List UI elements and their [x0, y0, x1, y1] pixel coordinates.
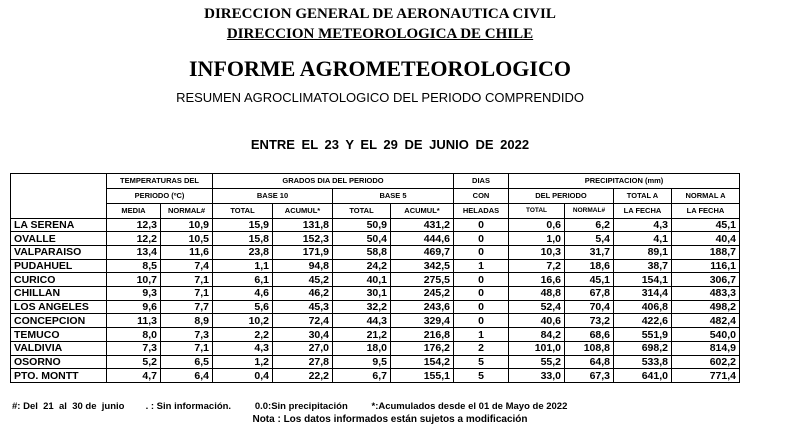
report-title: INFORME AGROMETEOROLOGICO	[189, 56, 571, 81]
table-cell: 131,8	[273, 218, 333, 232]
station-rows	[11, 218, 740, 382]
table-cell: 10,2	[213, 314, 273, 328]
total-lafecha-header: LA FECHA	[614, 203, 672, 218]
table-cell: 1,2	[213, 355, 273, 369]
station-name: CURICO	[11, 273, 107, 287]
table-cell: 7,2	[509, 259, 565, 273]
table-cell: 24,2	[333, 259, 391, 273]
table-cell: 45,2	[273, 273, 333, 287]
table-cell: 10,5	[161, 232, 213, 246]
normal-temp-header: NORMAL#	[161, 203, 213, 218]
table-cell: 33,0	[509, 369, 565, 383]
table-cell: 533,8	[614, 355, 672, 369]
media-header: MEDIA	[107, 203, 161, 218]
table-cell: 6,7	[333, 369, 391, 383]
table-cell: 7,1	[161, 273, 213, 287]
organization-name: DIRECCION GENERAL DE AERONAUTICA CIVIL	[204, 6, 556, 22]
table-cell: 68,6	[565, 328, 614, 342]
normal-to-date-header: NORMAL A	[672, 188, 740, 203]
table-cell: 15,9	[213, 218, 273, 232]
table-cell: 23,8	[213, 246, 273, 260]
frost-con-header: CON	[454, 188, 509, 203]
table-cell: 12,2	[107, 232, 161, 246]
table-cell: 482,4	[672, 314, 740, 328]
table-cell: 6,2	[565, 218, 614, 232]
table-cell: 13,4	[107, 246, 161, 260]
table-cell: 31,7	[565, 246, 614, 260]
station-name: OVALLE	[11, 232, 107, 246]
precip-normal-header: NORMAL#	[565, 203, 614, 218]
department-name: DIRECCION METEOROLOGICA DE CHILE	[226, 26, 534, 42]
table-cell: 155,1	[391, 369, 454, 383]
table-cell: 101,0	[509, 341, 565, 355]
table-cell: 6,4	[161, 369, 213, 383]
table-cell: 498,2	[672, 300, 740, 314]
table-cell: 152,3	[273, 232, 333, 246]
table-cell: 10,7	[107, 273, 161, 287]
normal-lafecha-header: LA FECHA	[672, 203, 740, 218]
table-cell: 0	[454, 218, 509, 232]
agrometeorological-table	[10, 173, 740, 383]
table-cell: 9,3	[107, 287, 161, 301]
table-cell: 243,6	[391, 300, 454, 314]
table-cell: 10,3	[509, 246, 565, 260]
table-cell: 94,8	[273, 259, 333, 273]
table-row	[11, 328, 740, 342]
header-row-2	[11, 188, 740, 203]
frost-days-header: DIAS	[454, 174, 509, 189]
table-cell: 7,1	[161, 287, 213, 301]
footer-note: Nota : Los datos informados están sujetos a modificación	[252, 414, 528, 425]
table-cell: 5,4	[565, 232, 614, 246]
table-cell: 7,4	[161, 259, 213, 273]
table-cell: 45,1	[565, 273, 614, 287]
table-cell: 84,2	[509, 328, 565, 342]
base10-acum-header: ACUMUL*	[273, 203, 333, 218]
table-cell: 52,4	[509, 300, 565, 314]
station-name: PTO. MONTT	[11, 369, 107, 383]
table-cell: 70,4	[565, 300, 614, 314]
base5-total-header: TOTAL	[333, 203, 391, 218]
table-cell: 73,2	[565, 314, 614, 328]
table-cell: 18,6	[565, 259, 614, 273]
table-cell: 551,9	[614, 328, 672, 342]
station-name: VALDIVIA	[11, 341, 107, 355]
table-cell: 176,2	[391, 341, 454, 355]
table-cell: 30,4	[273, 328, 333, 342]
degree-days-header: GRADOS DIA DEL PERIODO	[213, 174, 454, 189]
table-cell: 2,2	[213, 328, 273, 342]
table-cell: 45,1	[672, 218, 740, 232]
station-name: CHILLAN	[11, 287, 107, 301]
table-cell: 7,3	[107, 341, 161, 355]
table-cell: 6,1	[213, 273, 273, 287]
table-cell: 0,6	[509, 218, 565, 232]
table-cell: 540,0	[672, 328, 740, 342]
table-row	[11, 259, 740, 273]
table-cell: 116,1	[672, 259, 740, 273]
table-row	[11, 355, 740, 369]
table-cell: 8,5	[107, 259, 161, 273]
table-cell: 58,8	[333, 246, 391, 260]
table-cell: 314,4	[614, 287, 672, 301]
table-cell: 641,0	[614, 369, 672, 383]
table-cell: 46,2	[273, 287, 333, 301]
table-cell: 602,2	[672, 355, 740, 369]
table-cell: 0	[454, 273, 509, 287]
station-name: LOS ANGELES	[11, 300, 107, 314]
table-cell: 11,3	[107, 314, 161, 328]
table-cell: 8,9	[161, 314, 213, 328]
table-cell: 40,1	[333, 273, 391, 287]
table-cell: 431,2	[391, 218, 454, 232]
table-cell: 698,2	[614, 341, 672, 355]
table-cell: 11,6	[161, 246, 213, 260]
table-cell: 0	[454, 287, 509, 301]
table-cell: 171,9	[273, 246, 333, 260]
table-cell: 154,2	[391, 355, 454, 369]
table-cell: 108,8	[565, 341, 614, 355]
station-name: LA SERENA	[11, 218, 107, 232]
station-header-cell	[11, 174, 107, 219]
table-cell: 0	[454, 232, 509, 246]
table-cell: 8,0	[107, 328, 161, 342]
table-cell: 469,7	[391, 246, 454, 260]
temp-period-header: PERIODO (ºC)	[107, 188, 213, 203]
table-cell: 32,2	[333, 300, 391, 314]
base10-header: BASE 10	[213, 188, 333, 203]
table-cell: 216,8	[391, 328, 454, 342]
table-cell: 342,5	[391, 259, 454, 273]
table-cell: 444,6	[391, 232, 454, 246]
table-cell: 7,7	[161, 300, 213, 314]
table-row	[11, 232, 740, 246]
temp-header: TEMPERATURAS DEL	[107, 174, 213, 189]
table-cell: 64,8	[565, 355, 614, 369]
header-row-3	[11, 203, 740, 218]
table-cell: 38,7	[614, 259, 672, 273]
table-row	[11, 369, 740, 383]
table-cell: 814,9	[672, 341, 740, 355]
heladas-header: HELADAS	[454, 203, 509, 218]
table-cell: 329,4	[391, 314, 454, 328]
table-cell: 22,2	[273, 369, 333, 383]
table-cell: 27,0	[273, 341, 333, 355]
base5-header: BASE 5	[333, 188, 454, 203]
header-row-1	[11, 174, 740, 189]
table-cell: 50,4	[333, 232, 391, 246]
table-cell: 4,1	[614, 232, 672, 246]
table-cell: 406,8	[614, 300, 672, 314]
table-row	[11, 300, 740, 314]
table-row	[11, 273, 740, 287]
table-row	[11, 341, 740, 355]
table-cell: 40,4	[672, 232, 740, 246]
table-cell: 422,6	[614, 314, 672, 328]
table-cell: 9,5	[333, 355, 391, 369]
table-cell: 72,4	[273, 314, 333, 328]
table-cell: 771,4	[672, 369, 740, 383]
table-cell: 1,1	[213, 259, 273, 273]
base5-acum-header: ACUMUL*	[391, 203, 454, 218]
table-cell: 5	[454, 355, 509, 369]
table-cell: 1,0	[509, 232, 565, 246]
station-name: OSORNO	[11, 355, 107, 369]
table-cell: 154,1	[614, 273, 672, 287]
total-to-date-header: TOTAL A	[614, 188, 672, 203]
table-cell: 4,7	[107, 369, 161, 383]
table-cell: 306,7	[672, 273, 740, 287]
table-cell: 5	[454, 369, 509, 383]
table-cell: 7,1	[161, 341, 213, 355]
table-cell: 0	[454, 246, 509, 260]
table-cell: 12,3	[107, 218, 161, 232]
table-cell: 4,6	[213, 287, 273, 301]
precip-period-header: DEL PERIODO	[509, 188, 614, 203]
table-cell: 40,6	[509, 314, 565, 328]
report-subtitle: RESUMEN AGROCLIMATOLOGICO DEL PERIODO COMPRENDIDO	[176, 90, 584, 105]
station-name: VALPARAISO	[11, 246, 107, 260]
station-name: CONCEPCION	[11, 314, 107, 328]
station-name: TEMUCO	[11, 328, 107, 342]
table-cell: 55,2	[509, 355, 565, 369]
table-cell: 16,6	[509, 273, 565, 287]
table-cell: 10,9	[161, 218, 213, 232]
table-row	[11, 218, 740, 232]
table-cell: 5,6	[213, 300, 273, 314]
table-cell: 15,8	[213, 232, 273, 246]
table-cell: 48,8	[509, 287, 565, 301]
table-cell: 2	[454, 341, 509, 355]
base10-total-header: TOTAL	[213, 203, 273, 218]
table-cell: 0	[454, 314, 509, 328]
report-period: ENTRE EL 23 Y EL 29 DE JUNIO DE 2022	[250, 137, 530, 152]
table-cell: 1	[454, 259, 509, 273]
table-cell: 275,5	[391, 273, 454, 287]
table-cell: 27,8	[273, 355, 333, 369]
table-cell: 18,0	[333, 341, 391, 355]
table-cell: 5,2	[107, 355, 161, 369]
table-cell: 44,3	[333, 314, 391, 328]
table-cell: 1	[454, 328, 509, 342]
table-cell: 21,2	[333, 328, 391, 342]
table-cell: 67,3	[565, 369, 614, 383]
table-cell: 245,2	[391, 287, 454, 301]
table-cell: 30,1	[333, 287, 391, 301]
table-cell: 6,5	[161, 355, 213, 369]
table-cell: 0	[454, 300, 509, 314]
table-cell: 4,3	[213, 341, 273, 355]
table-cell: 483,3	[672, 287, 740, 301]
table-row	[11, 287, 740, 301]
table-cell: 45,3	[273, 300, 333, 314]
table-cell: 50,9	[333, 218, 391, 232]
table-cell: 67,8	[565, 287, 614, 301]
table-cell: 0,4	[213, 369, 273, 383]
precipitation-header: PRECIPITACION (mm)	[509, 174, 740, 189]
table-cell: 4,3	[614, 218, 672, 232]
table-cell: 89,1	[614, 246, 672, 260]
station-name: PUDAHUEL	[11, 259, 107, 273]
table-row	[11, 314, 740, 328]
table-cell: 7,3	[161, 328, 213, 342]
table-cell: 188,7	[672, 246, 740, 260]
precip-total-header: TOTAL	[509, 203, 565, 218]
table-cell: 9,6	[107, 300, 161, 314]
table-row	[11, 246, 740, 260]
footer-legend: #: Del 21 al 30 de junio . : Sin información. 0.0:Sin precipitación *:Acumulados desde el 01 de Mayo de 2022	[12, 401, 568, 412]
